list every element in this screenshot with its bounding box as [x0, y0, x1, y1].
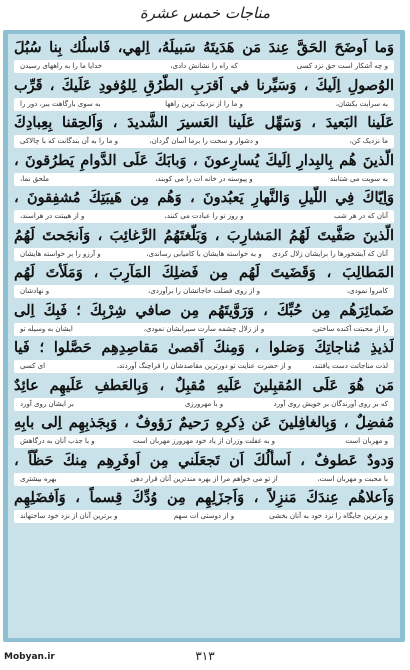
text-line: [14, 299, 394, 337]
text-line: [14, 186, 394, 224]
translation-row: [14, 135, 394, 148]
translation-segment: ای کسی: [20, 362, 46, 370]
arabic-text: ضَمائِرَهُم مِن حُبِّكَ ، وَرَوَّيتَهُم مِن صافي شِرْبِكَ ؛ فَبِكَ اِلى: [14, 301, 394, 319]
translation-segment: که بر روی آورندگان بر خویش روی آورد: [273, 399, 388, 408]
translation-segment: لذت مناجاتت دست یافتند،: [312, 362, 388, 370]
translation-segment: و دشوار و سخت را برما آسان گردان،: [149, 137, 259, 145]
translation-segment: و برترین جایگاه را نزد خود به آنان بخشی: [269, 512, 388, 520]
translation-row: [14, 398, 394, 411]
text-line: [14, 36, 394, 74]
text-line: [14, 336, 394, 374]
translation-segment: را از محبتت آکنده ساختی،: [311, 324, 388, 333]
text-line: [14, 486, 394, 524]
arabic-text: الَّذينَ هُم بِالبِدارِ اِلَيكَ يُسارِعونَ ، وَبابَكَ عَلَى الدَّوامِ يَطرُقونَ ،: [14, 151, 394, 169]
arabic-text: مُفضِلٌ ، وَبِالغافِلينَ عَن ذِكرِهِ رَحيمٌ رَؤوفٌ ، وَبِجَذبِهِم اِلى بابِهِ: [14, 414, 394, 431]
translation-segment: ایشان به وسیله تو: [20, 324, 73, 333]
translation-segment: و چه آشکار است حق نزد کسی: [296, 62, 388, 70]
arabic-text: وَدودٌ عَطوفٌ ، اَسأَلُكَ اَن تَجعَلَني مِن اَوفَرِهِم مِنكَ حَظّاً ،: [14, 451, 394, 469]
translation-segment: و ما را از نزدیک ترین راهها: [165, 99, 243, 108]
arabic-text: وَما اَوضَحَ الحَقَّ عِندَ مَن هَدَيتَهُ سَبيلَهُ، اِلهي، فَاسلُك بِنا سُبُلَ: [14, 39, 394, 56]
title-band: [0, 0, 410, 30]
translation-segment: و مهربان است: [345, 437, 388, 445]
arabic-text: الَّذينَ صَفَّيتَ لَهُمُ المَشارِبَ ، وَبَلَّغتَهُمُ الرَّغائِبَ ، وَاَنجَحتَ لَهُمُ: [14, 226, 394, 244]
arabic-text: لَذيذِ مُناجاتِكَ وَصَلوا ، وَمِنكَ اَقصىٰ مَقاصِدِهِم حَصَّلوا ؛ فَيا: [14, 339, 394, 356]
translation-segment: با محبت و مهربان است،: [317, 474, 388, 483]
translation-row: [14, 473, 394, 486]
text-line: [14, 261, 394, 299]
translation-row: [14, 323, 394, 336]
translation-segment: و از دوستی ات سهم: [173, 512, 235, 520]
translation-row: [14, 98, 394, 111]
translation-row: [14, 510, 394, 523]
translation-segment: ملحق نما،: [20, 174, 50, 183]
text-line: [14, 74, 394, 112]
arabic-text: المَطالِبَ ، وَقَضَيتَ لَهُم مِن فَضلِكَ المَآرِبَ ، وَمَلَأتَ لَهُم: [14, 264, 394, 281]
translation-row: [14, 285, 394, 298]
translation-row: [14, 210, 394, 223]
translation-row: [14, 248, 394, 261]
translation-segment: و روز تو را عبادت می کنند،: [164, 212, 244, 220]
arabic-text: وَاَعلاهُم عِندَكَ مَنزِلاً ، وَاَجزَلِهِم مِن وُدِّكَ قِسماً ، وَاَفضَلِهِم: [14, 489, 394, 506]
translation-segment: و به خواسته هایشان با کامیابی رساندی،: [146, 249, 262, 258]
translation-row: [14, 60, 394, 73]
translation-segment: و برترین آنان از نزد خود ساختهاند: [20, 512, 118, 520]
translation-segment: به سوی بارگاهت ببر، دور را: [20, 99, 101, 108]
page-number: ٣١٣: [195, 649, 215, 663]
translation-segment: و از روی فضلت حاجاتشان را برآوردی،: [148, 287, 260, 295]
translation-segment: و ما را به آن بندگانت که با چالاکی: [20, 137, 118, 145]
translation-segment: آنان که آبشخورها را برایشان زلال کردی: [272, 249, 388, 258]
translation-segment: ما نزدیک کن،: [349, 137, 388, 145]
translation-segment: و به غفلت وزران از یاد خود مهرورز مهربان است: [132, 437, 276, 445]
translation-segment: کامروا نمودی،: [346, 287, 388, 295]
text-line: [14, 374, 394, 412]
translation-segment: که راه را نشانش دادی،: [170, 62, 238, 70]
text-frame: [3, 30, 405, 642]
footer: [0, 642, 410, 670]
translation-segment: و نهادشان: [20, 287, 50, 295]
translation-segment: و از زلال چشمه سارت سیرابشان نمودی،: [143, 324, 265, 333]
arabic-text: مَن هُوَ عَلَى المُقبِلينَ عَلَيهِ مُقبِلٌ ، وَبِالعَطفِ عَلَيهِم عائِدٌ: [14, 376, 394, 394]
translation-segment: به سرایت بکشان،: [335, 99, 388, 108]
text-frame-inner: [8, 34, 400, 638]
translation-segment: و از حضرت عنایت تو دورترین مقاصدشان را فراچنگ آوردند،: [116, 362, 292, 370]
prayer-lines: [14, 36, 394, 524]
arabic-text: عَلَينا البَعيدَ ، وَسَهِّل عَلَينا العَسيرَ الشَّديدَ ، وَاَلحِقنا بِعِبادِكَ: [14, 114, 394, 131]
text-line: [14, 149, 394, 187]
translation-segment: و آرزو را بر خواسته هایشان: [20, 249, 101, 258]
arabic-text: الوُصولِ اِلَيكَ ، وَسَيِّرنا في اَقرَبِ الطُّرُقِ لِلوُفودِ عَلَيكَ ، قَرِّب: [14, 76, 394, 94]
site-watermark[interactable]: Mobyan.ir: [4, 652, 55, 662]
translation-segment: از تو می خواهم مرا از بهره مندترین آنان قرار دهی: [130, 474, 278, 483]
text-line: [14, 449, 394, 487]
translation-segment: به سویت می شتابند: [329, 174, 388, 183]
translation-row: [14, 360, 394, 373]
translation-row: [14, 435, 394, 448]
translation-segment: بر ایشان روی آورد: [20, 399, 74, 408]
translation-segment: و از هیبتت در هراسند،: [20, 212, 85, 220]
text-line: [14, 224, 394, 262]
translation-row: [14, 173, 394, 186]
text-line: [14, 111, 394, 149]
translation-segment: و با جذب آنان به درگاهش: [20, 437, 95, 445]
translation-segment: و پیوسته در خانه ات را می کوبند،: [155, 174, 253, 183]
translation-segment: خدایا ما را به راههای رسیدن: [20, 62, 103, 70]
translation-segment: و با مهرورزی: [184, 399, 224, 408]
translation-segment: بهره بیشتری: [20, 474, 57, 483]
translation-segment: آنان که در هر شب: [334, 212, 388, 220]
text-line: [14, 411, 394, 449]
arabic-text: وَاِيّاكَ فِي اللَّيلِ وَالنَّهارِ يَعبُدونَ ، وَهُم مِن هَيبَتِكَ مُشفِقونَ ،: [14, 189, 394, 206]
page-title: مناجات خمس عشرة: [139, 4, 271, 22]
